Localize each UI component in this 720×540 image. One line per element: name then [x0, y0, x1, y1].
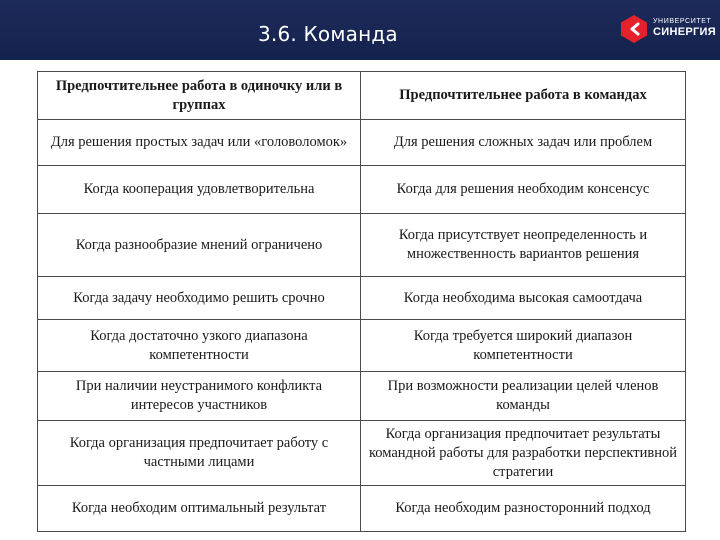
table-row: [38, 421, 686, 486]
table-row: [38, 214, 686, 277]
table-cell-teams: Когда необходима высокая самоотдача: [361, 277, 686, 320]
table-cell-groups: Когда необходим оптимальный результат: [38, 486, 361, 532]
table-row: [38, 120, 686, 166]
synergy-logo-icon: [619, 14, 649, 44]
table-cell-teams: Когда присутствует неопределенность и множественность вариантов решения: [361, 214, 686, 277]
table-cell-teams: Когда для решения необходим консенсус: [361, 166, 686, 214]
logo-text: [653, 18, 716, 38]
table-cell-groups: Когда достаточно узкого диапазона компетентности: [38, 320, 361, 372]
table-cell-groups: Когда кооперация удовлетворительна: [38, 166, 361, 214]
table-row: [38, 166, 686, 214]
column-header-groups: Предпочтительнее работа в одиночку или в группах: [38, 72, 361, 120]
table-cell-groups: Когда организация предпочитает работу с частными лицами: [38, 421, 361, 486]
synergy-logo: [619, 14, 715, 44]
table-cell-groups: Для решения простых задач или «головоломок»: [38, 120, 361, 166]
table-cell-teams: При возможности реализации целей членов команды: [361, 372, 686, 421]
comparison-table: [37, 71, 686, 532]
table-cell-groups: Когда разнообразие мнений ограничено: [38, 214, 361, 277]
table-row: [38, 277, 686, 320]
slide-title: 3.6. Команда: [258, 22, 398, 46]
column-header-teams: Предпочтительнее работа в командах: [361, 72, 686, 120]
logo-line-university: УНИВЕРСИТЕТ: [653, 18, 712, 25]
table-header-row: [38, 72, 686, 120]
table-row: [38, 320, 686, 372]
table-cell-groups: Когда задачу необходимо решить срочно: [38, 277, 361, 320]
table-cell-teams: Когда необходим разносторонний подход: [361, 486, 686, 532]
table-cell-teams: Когда организация предпочитает результаты командной работы для разработки перспективной стратегии: [361, 421, 686, 486]
table-row: [38, 372, 686, 421]
header-bar: [0, 0, 720, 60]
logo-line-synergy: СИНЕРГИЯ: [653, 26, 716, 38]
table-cell-teams: Для решения сложных задач или проблем: [361, 120, 686, 166]
table-row: [38, 486, 686, 532]
table-cell-teams: Когда требуется широкий диапазон компетентности: [361, 320, 686, 372]
table-cell-groups: При наличии неустранимого конфликта интересов участников: [38, 372, 361, 421]
